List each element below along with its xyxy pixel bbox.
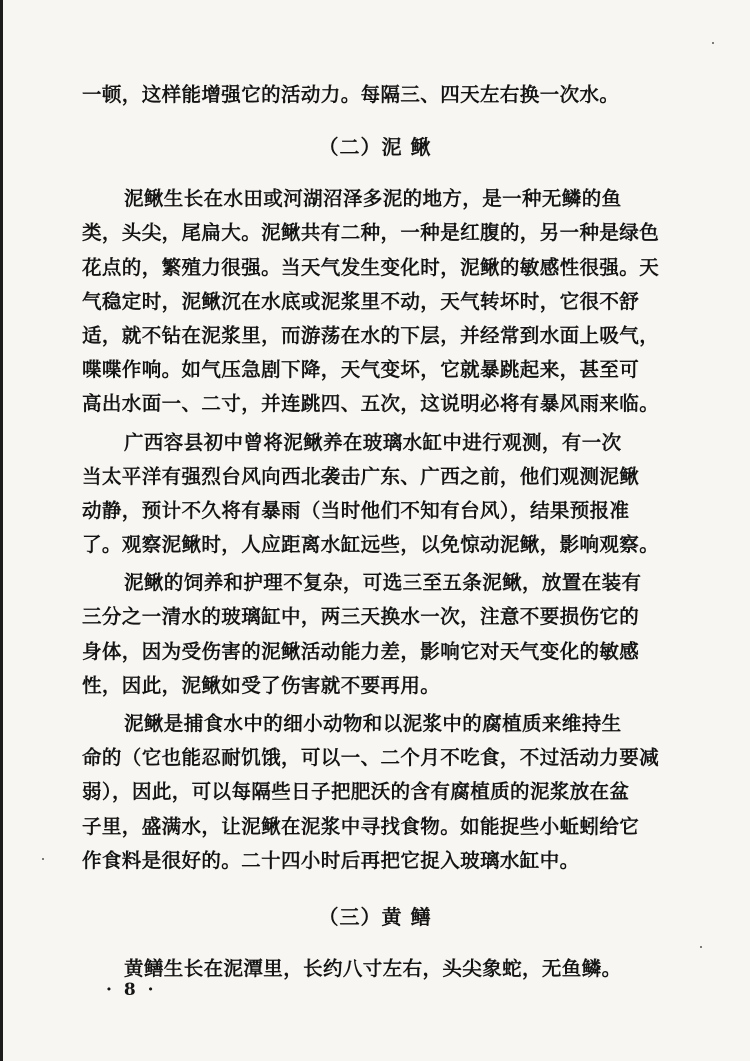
text-line: 身体，因为受伤害的泥鳅活动能力差，影响它对天气变化的敏感: [82, 639, 640, 663]
document-page: [82, 78, 668, 986]
text-line: 性，因此，泥鳅如受了伤害就不要再用。: [82, 673, 441, 697]
text-line: 广西容县初中曾将泥鳅养在玻璃水缸中进行观测，有一次: [124, 430, 622, 454]
text-line: 作食料是很好的。二十四小时后再把它捉入玻璃水缸中。: [82, 848, 580, 872]
text-line: 子里，盛满水，让泥鳅在泥浆中寻找食物。如能捉些小蚯蚓给它: [82, 814, 640, 838]
text-line: 适，就不钻在泥浆里，而游荡在水的下层，并经常到水面上吸气，: [82, 323, 660, 347]
scan-speck: [42, 858, 44, 860]
carryover-line: 一顿，这样能增强它的活动力。每隔三、四天左右换一次水。: [82, 83, 620, 106]
text-line: 动静，预计不久将有暴雨（当时他们不知有台风），结果预报准: [82, 498, 630, 522]
paragraph-eel: [82, 952, 668, 986]
section-heading-loach: （二）泥 鳅: [318, 135, 432, 160]
section-heading-eel: （三）黄 鳝: [318, 904, 432, 929]
text-line: 泥鳅生长在水田或河湖沼泽多泥的地方，是一种无鳞的鱼: [124, 187, 622, 211]
page-edge-rule: [0, 0, 3, 1061]
text-line: 当太平洋有强烈台风向西北袭击广东、广西之前，他们观测泥鳅: [82, 464, 640, 488]
text-line: 命的（它也能忍耐饥饿，可以一、二个月不吃食，不过活动力要减: [82, 746, 660, 770]
text-line: 三分之一清水的玻璃缸中，两三天换水一次，注意不要损伤它的: [82, 605, 640, 629]
paragraph-care: [82, 566, 668, 703]
paragraph-feeding: [82, 707, 668, 878]
text-line: 弱），因此，可以每隔些日子把肥沃的含有腐植质的泥浆放在盆: [82, 780, 630, 804]
text-line: 泥鳅的饲养和护理不复杂，可选三至五条泥鳅，放置在装有: [124, 571, 642, 595]
text-line: 泥鳅是捕食水中的细小动物和以泥浆中的腐植质来维持生: [124, 712, 622, 735]
scan-speck: [712, 42, 714, 44]
page-number: · 8 ·: [106, 980, 157, 1000]
paragraph-observation: [82, 426, 668, 563]
scan-speck: [700, 946, 702, 948]
text-line: 喋喋作响。如气压急剧下降，天气变坏，它就暴跳起来，甚至可: [82, 358, 640, 382]
text-line: 花点的，繁殖力很强。当天气发生变化时，泥鳅的敏感性很强。天: [82, 255, 660, 279]
text-line: 气稳定时，泥鳅沉在水底或泥浆里不动，天气转坏时，它很不舒: [82, 289, 640, 313]
text-line: 了。观察泥鳅时，人应距离水缸远些，以免惊动泥鳅，影响观察。: [82, 533, 660, 557]
paragraph-loach-habitat: [82, 182, 668, 421]
text-line: 高出水面一、二寸，并连跳四、五次，这说明必将有暴风雨来临。: [82, 392, 660, 416]
text-line: 黄鳝生长在泥潭里，长约八寸左右，头尖象蛇，无鱼鳞。: [124, 956, 622, 980]
text-line: 类，头尖，尾扁大。泥鳅共有二种，一种是红腹的，另一种是绿色: [82, 221, 660, 245]
